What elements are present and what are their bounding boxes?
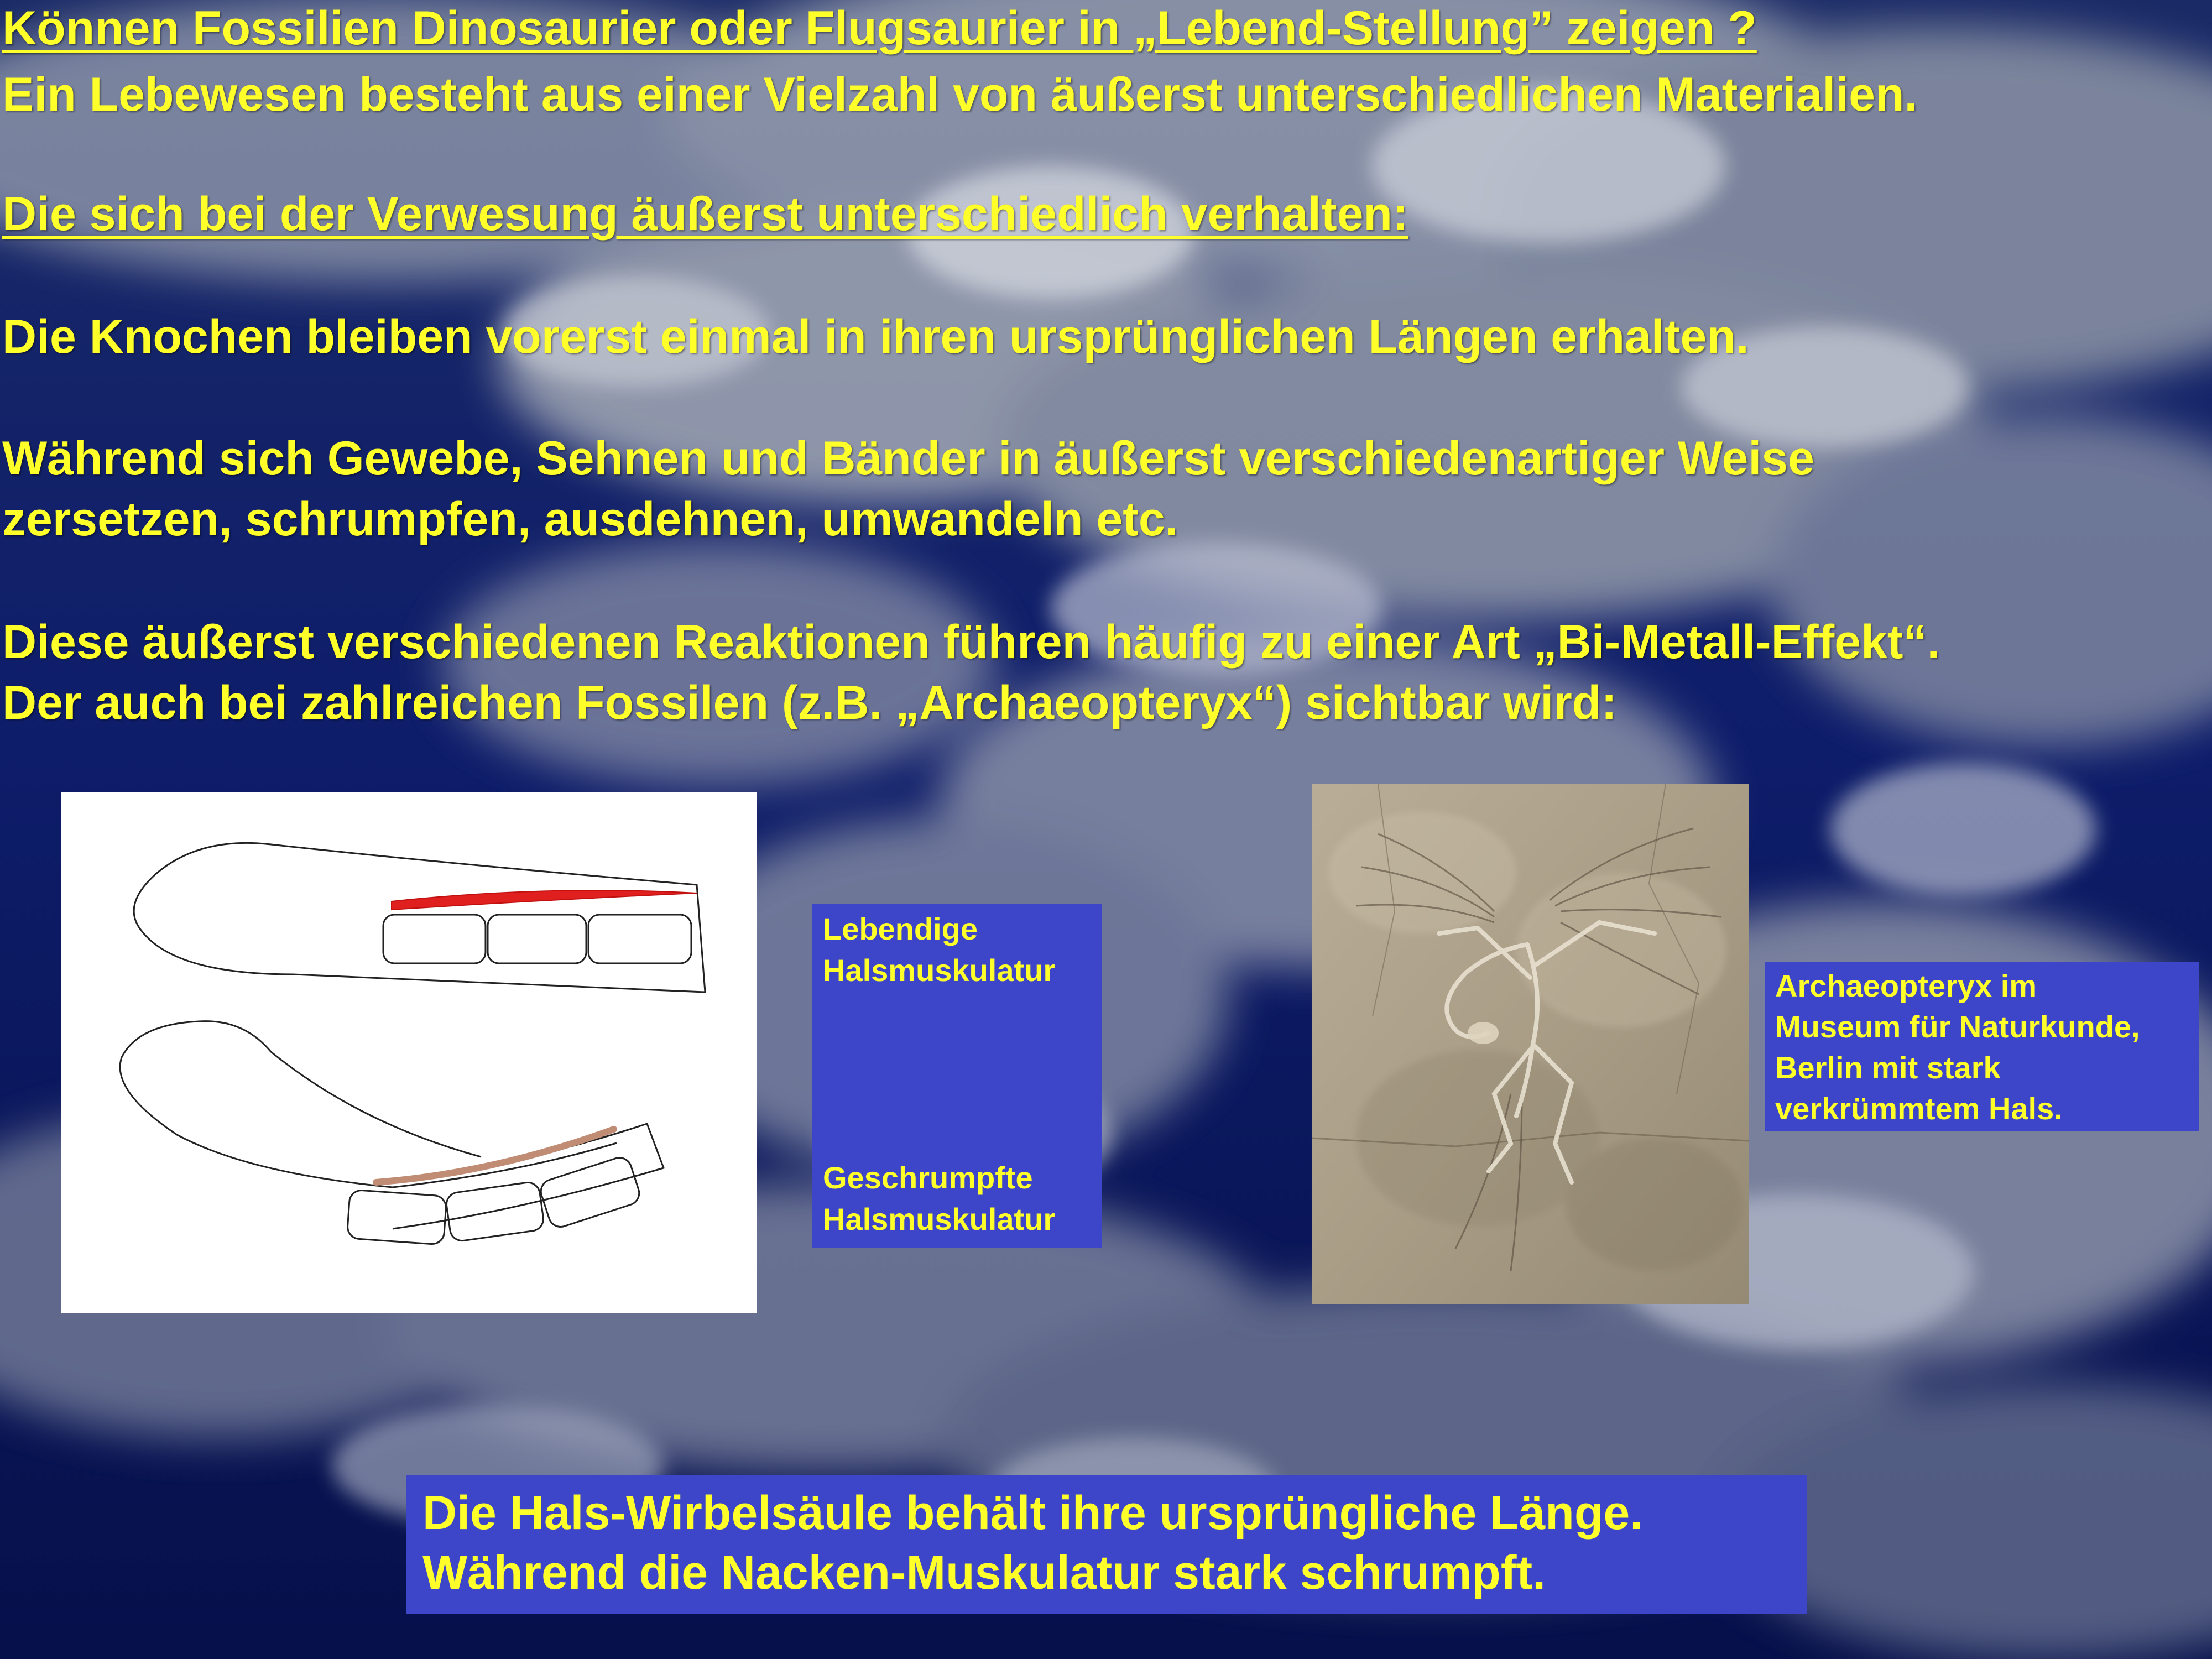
vertebra-1 <box>383 915 486 963</box>
fossil-caption-box <box>1765 962 2199 1131</box>
fossil-head-outline <box>120 1021 617 1187</box>
archaeopteryx-fossil-photo <box>1312 784 1749 1304</box>
intro-line: Ein Lebewesen besteht aus einer Vielzahl von äußerst unterschiedlichen Materialien. <box>2 68 1918 121</box>
shrunk-muscle-band <box>376 1129 614 1182</box>
living-muscle-band <box>392 890 697 910</box>
shrunk-muscle-label-line2: Halsmuskulatur <box>823 1202 1056 1237</box>
conclusion-box <box>406 1475 1807 1614</box>
fossil-skull <box>1468 1022 1499 1044</box>
bimetal-paragraph-line2: Der auch bei zahlreichen Fossilen (z.B. „Archaeopteryx“) sichtbar wird: <box>2 676 1617 729</box>
fossil-vertebra-1 <box>347 1190 447 1245</box>
conclusion-line2: Während die Nacken-Muskulatur stark schrumpft. <box>422 1546 1546 1599</box>
conclusion-line1: Die Hals-Wirbelsäule behält ihre ursprüngliche Länge. <box>422 1486 1644 1540</box>
living-head-outline <box>134 843 705 992</box>
neck-diagram <box>61 792 757 1313</box>
tissue-paragraph-line1: Während sich Gewebe, Sehnen und Bänder in äußerst verschiedenartiger Weise <box>2 432 1814 485</box>
fossil-caption-line4: verkrümmtem Hals. <box>1775 1091 2063 1126</box>
neck-diagram-panel <box>61 792 757 1313</box>
bimetal-paragraph-line1: Diese äußerst verschiedenen Reaktionen führen häufig zu einer Art „Bi-Metall-Effekt“. <box>2 615 1940 669</box>
bones-paragraph: Die Knochen bleiben vorerst einmal in ihren ursprünglichen Längen erhalten. <box>2 310 1749 363</box>
slide-title: Können Fossilien Dinosaurier oder Flugsaurier in „Lebend-Stellung” zeigen ? <box>2 2 1757 55</box>
vertebra-2 <box>488 915 586 963</box>
living-muscle-label-line2: Halsmuskulatur <box>823 953 1056 988</box>
section-subtitle: Die sich bei der Verwesung äußerst unterschiedlich verhalten: <box>2 187 1408 241</box>
legend-spacer <box>823 991 1091 1157</box>
fossil-caption-line1: Archaeopteryx im <box>1775 968 2037 1003</box>
fossil-vertebra-3 <box>538 1155 643 1230</box>
muscle-legend-box <box>812 904 1102 1248</box>
vertebra-3 <box>588 915 691 963</box>
shrunk-muscle-label-line1: Geschrumpfte <box>823 1160 1033 1195</box>
fossil-caption-line2: Museum für Naturkunde, <box>1775 1009 2140 1044</box>
tissue-paragraph-line2: zersetzen, schrumpfen, ausdehnen, umwandeln etc. <box>2 493 1178 546</box>
fossil-caption-line3: Berlin mit stark <box>1775 1050 2001 1085</box>
fossil-slab <box>1312 784 1749 1304</box>
living-muscle-label-line1: Lebendige <box>823 911 978 946</box>
